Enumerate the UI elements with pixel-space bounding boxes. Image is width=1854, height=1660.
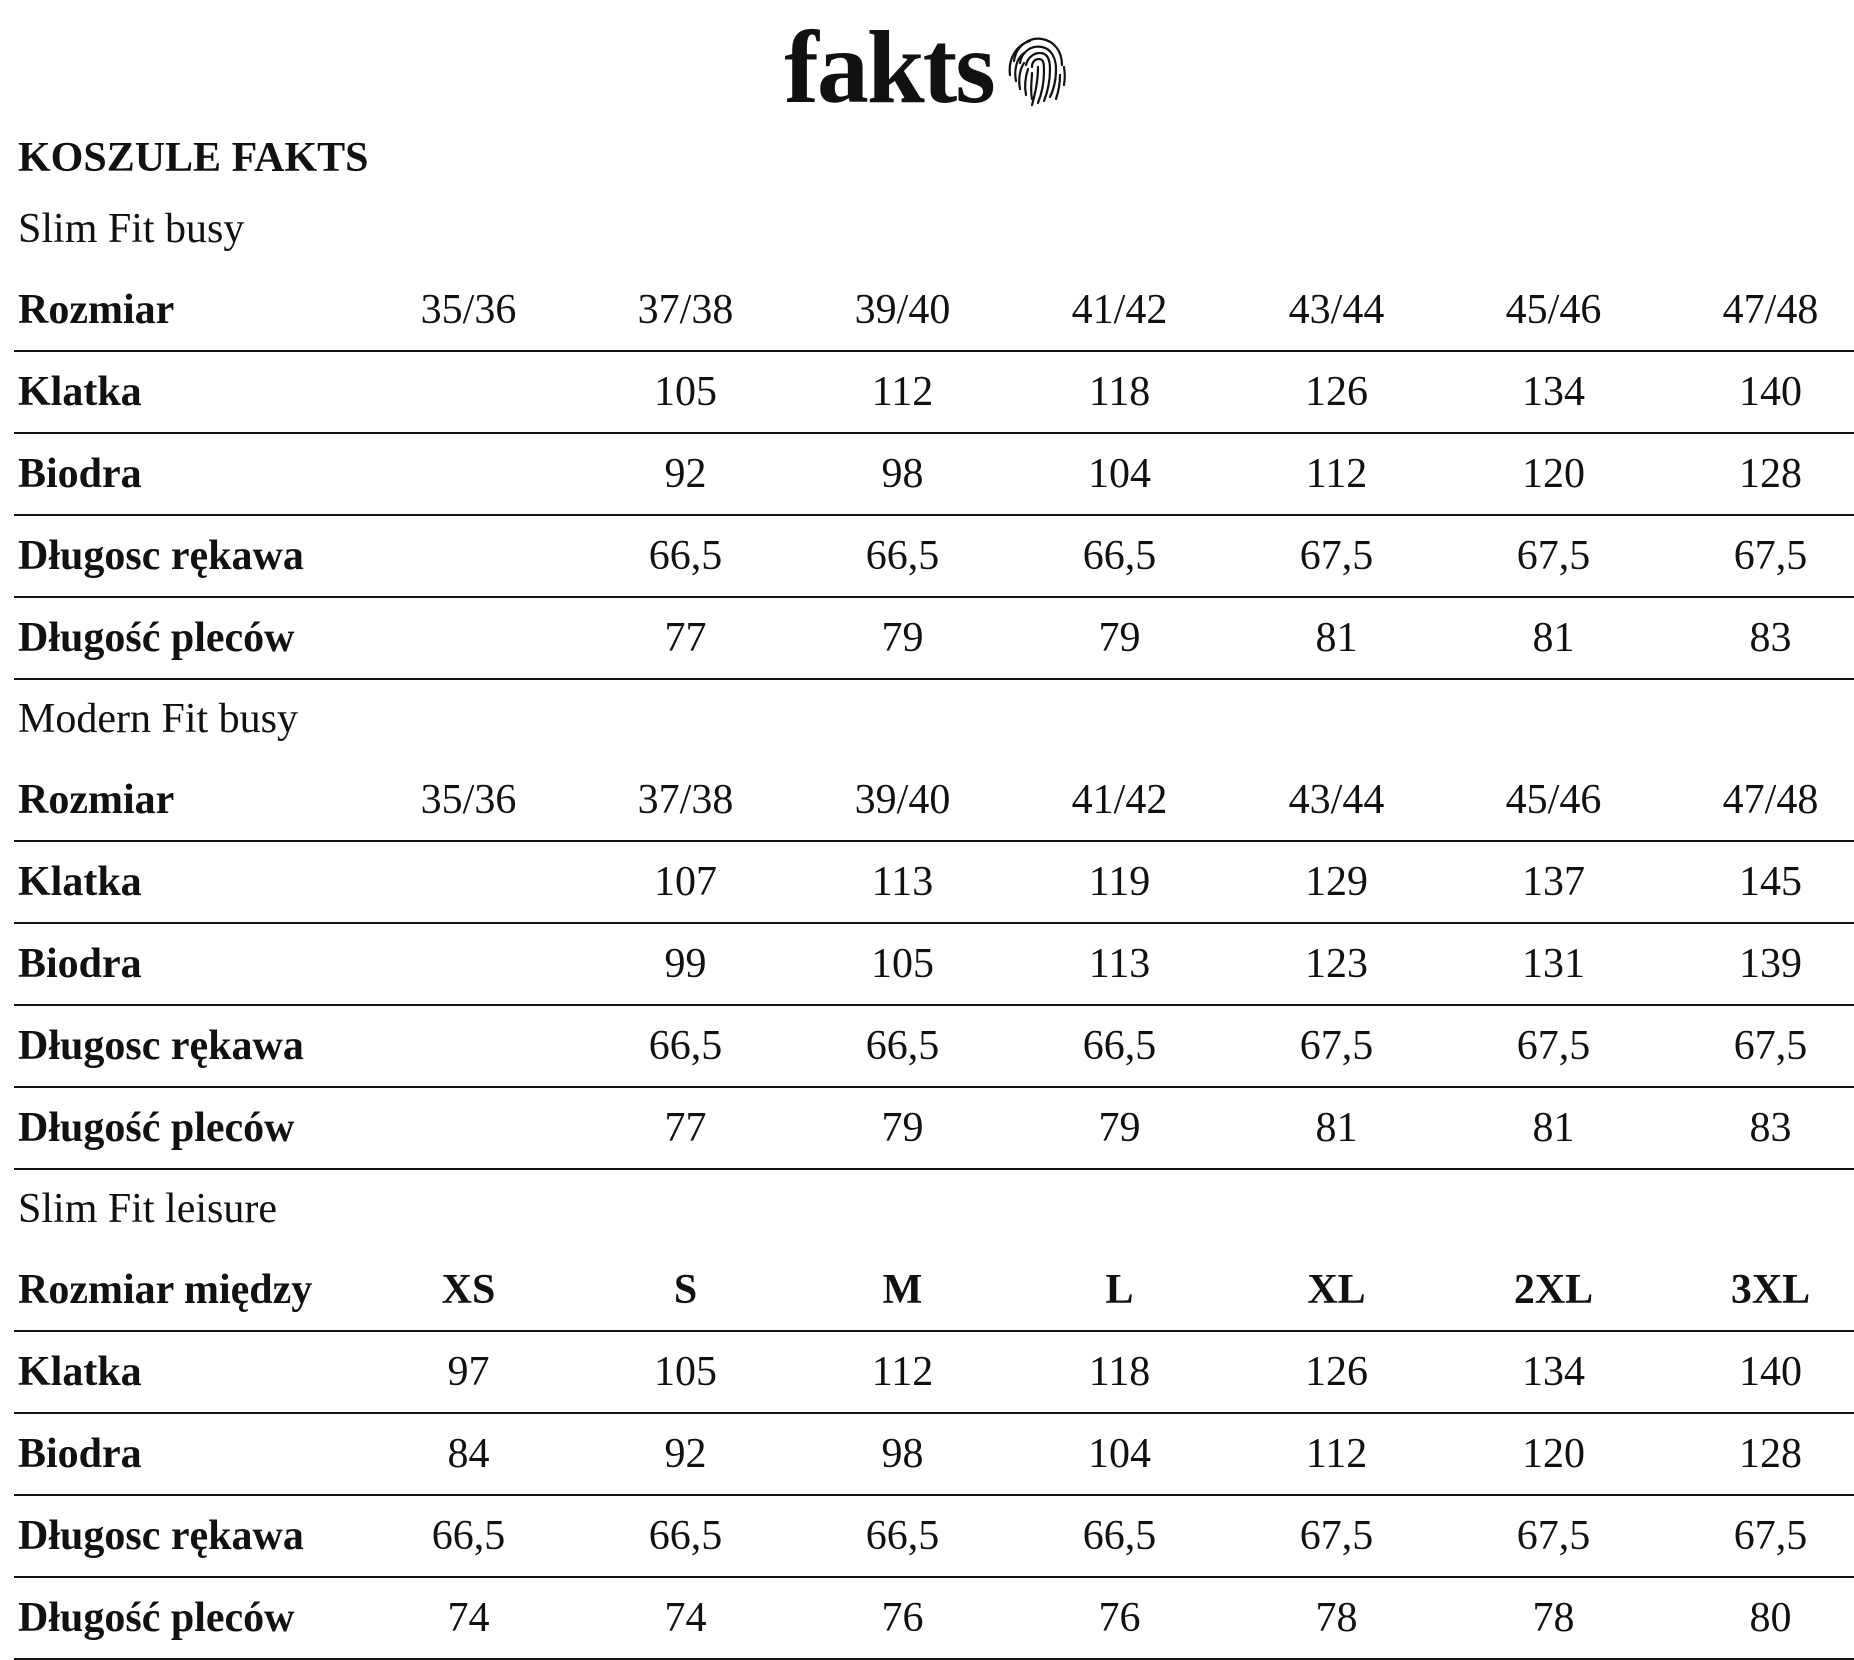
- table-header-row: [14, 1250, 1854, 1331]
- size-header-cell: 45/46: [1445, 760, 1662, 841]
- size-header-label: Rozmiar: [14, 760, 360, 841]
- table-cell: [360, 515, 577, 597]
- table-cell: 98: [794, 433, 1011, 515]
- size-header-cell: 37/38: [577, 760, 794, 841]
- table-cell: 66,5: [1011, 515, 1228, 597]
- table-row-dlugosc-rekawa: [14, 515, 1854, 597]
- table-row-klatka: [14, 351, 1854, 433]
- table-cell: 66,5: [794, 515, 1011, 597]
- table-header-row: [14, 760, 1854, 841]
- table-cell: 105: [577, 351, 794, 433]
- table-cell: [360, 597, 577, 679]
- table-row-biodra: [14, 433, 1854, 515]
- table-cell: 98: [794, 1413, 1011, 1495]
- table-cell: 99: [577, 923, 794, 1005]
- table-cell: 66,5: [360, 1495, 577, 1577]
- table-cell: 113: [1011, 923, 1228, 1005]
- table-cell: 104: [1011, 1413, 1228, 1495]
- table-cell: 67,5: [1662, 515, 1854, 597]
- size-header-label: Rozmiar: [14, 270, 360, 351]
- row-label: Klatka: [14, 351, 360, 433]
- table-cell: 139: [1662, 923, 1854, 1005]
- table-row-dlugosc-rekawa: [14, 1005, 1854, 1087]
- table-cell: 128: [1662, 1413, 1854, 1495]
- table-cell: 129: [1228, 841, 1445, 923]
- table-cell: 107: [577, 841, 794, 923]
- size-header-cell: 3XL: [1662, 1250, 1854, 1331]
- table-cell: 126: [1228, 351, 1445, 433]
- table-cell: 92: [577, 1413, 794, 1495]
- table-row-biodra: [14, 1413, 1854, 1495]
- size-header-cell: 41/42: [1011, 270, 1228, 351]
- table-cell: 66,5: [1011, 1495, 1228, 1577]
- size-table-slim-fit-busy: [14, 270, 1854, 680]
- table-row-klatka: [14, 1331, 1854, 1413]
- table-cell: 112: [1228, 433, 1445, 515]
- table-cell: 126: [1228, 1331, 1445, 1413]
- size-header-cell: 35/36: [360, 760, 577, 841]
- size-header-cell: 2XL: [1445, 1250, 1662, 1331]
- table-cell: 79: [794, 597, 1011, 679]
- size-header-cell: 39/40: [794, 760, 1011, 841]
- table-cell: 67,5: [1228, 1005, 1445, 1087]
- table-cell: 131: [1445, 923, 1662, 1005]
- table-cell: 81: [1445, 597, 1662, 679]
- brand-logo: [0, 10, 1854, 125]
- table-cell: 66,5: [577, 515, 794, 597]
- size-header-cell: L: [1011, 1250, 1228, 1331]
- table-cell: 79: [794, 1087, 1011, 1169]
- table-cell: 134: [1445, 351, 1662, 433]
- table-cell: 81: [1228, 597, 1445, 679]
- size-header-cell: 35/36: [360, 270, 577, 351]
- size-header-cell: M: [794, 1250, 1011, 1331]
- table-cell: 97: [360, 1331, 577, 1413]
- row-label: Długość pleców: [14, 1577, 360, 1659]
- size-table-slim-fit-leisure: [14, 1250, 1854, 1660]
- table-cell: 67,5: [1445, 1005, 1662, 1087]
- table-cell: 67,5: [1228, 1495, 1445, 1577]
- table-row-klatka: [14, 841, 1854, 923]
- table-cell: [360, 1087, 577, 1169]
- size-header-cell: 37/38: [577, 270, 794, 351]
- size-header-cell: 43/44: [1228, 270, 1445, 351]
- size-tables: [14, 190, 1842, 1660]
- table-cell: 104: [1011, 433, 1228, 515]
- table-cell: 81: [1445, 1087, 1662, 1169]
- table-cell: 81: [1228, 1087, 1445, 1169]
- table-cell: 83: [1662, 597, 1854, 679]
- table-row-dlugosc-plecow: [14, 597, 1854, 679]
- row-label: Klatka: [14, 841, 360, 923]
- table-cell: 140: [1662, 1331, 1854, 1413]
- table-cell: 134: [1445, 1331, 1662, 1413]
- table-cell: 128: [1662, 433, 1854, 515]
- size-header-cell: S: [577, 1250, 794, 1331]
- table-row-dlugosc-plecow: [14, 1577, 1854, 1659]
- table-cell: 145: [1662, 841, 1854, 923]
- table-cell: 66,5: [1011, 1005, 1228, 1087]
- section-title-modern-fit-busy: Modern Fit busy: [18, 696, 299, 742]
- size-header-cell: 45/46: [1445, 270, 1662, 351]
- table-cell: 77: [577, 1087, 794, 1169]
- table-cell: 66,5: [577, 1495, 794, 1577]
- table-cell: 120: [1445, 1413, 1662, 1495]
- table-cell: 76: [794, 1577, 1011, 1659]
- size-header-cell: 47/48: [1662, 760, 1854, 841]
- table-cell: 84: [360, 1413, 577, 1495]
- table-cell: 79: [1011, 1087, 1228, 1169]
- table-cell: 67,5: [1662, 1495, 1854, 1577]
- table-cell: [360, 841, 577, 923]
- table-cell: 92: [577, 433, 794, 515]
- row-label: Długosc rękawa: [14, 515, 360, 597]
- row-label: Długosc rękawa: [14, 1005, 360, 1087]
- table-cell: 66,5: [577, 1005, 794, 1087]
- table-cell: 105: [794, 923, 1011, 1005]
- table-cell: 76: [1011, 1577, 1228, 1659]
- row-label: Długosc rękawa: [14, 1495, 360, 1577]
- size-header-cell: XL: [1228, 1250, 1445, 1331]
- table-cell: 118: [1011, 351, 1228, 433]
- logo-text: fakts: [784, 10, 994, 125]
- table-cell: 77: [577, 597, 794, 679]
- row-label: Biodra: [14, 1413, 360, 1495]
- table-cell: 74: [577, 1577, 794, 1659]
- size-header-cell: XS: [360, 1250, 577, 1331]
- row-label: Klatka: [14, 1331, 360, 1413]
- table-cell: 137: [1445, 841, 1662, 923]
- size-header-cell: 39/40: [794, 270, 1011, 351]
- table-cell: 80: [1662, 1577, 1854, 1659]
- fingerprint-icon: [1004, 31, 1070, 111]
- document-title: KOSZULE FAKTS: [18, 135, 369, 181]
- table-cell: 118: [1011, 1331, 1228, 1413]
- table-cell: 140: [1662, 351, 1854, 433]
- table-cell: 119: [1011, 841, 1228, 923]
- table-cell: 123: [1228, 923, 1445, 1005]
- table-header-row: [14, 270, 1854, 351]
- table-cell: 79: [1011, 597, 1228, 679]
- row-label: Biodra: [14, 433, 360, 515]
- size-chart-document: [14, 126, 1842, 1660]
- table-row-dlugosc-plecow: [14, 1087, 1854, 1169]
- size-table-modern-fit-busy: [14, 760, 1854, 1170]
- row-label: Długość pleców: [14, 597, 360, 679]
- table-cell: 67,5: [1445, 515, 1662, 597]
- table-cell: 112: [1228, 1413, 1445, 1495]
- table-cell: [360, 923, 577, 1005]
- table-cell: 113: [794, 841, 1011, 923]
- size-header-label: Rozmiar między: [14, 1250, 360, 1331]
- row-label: Długość pleców: [14, 1087, 360, 1169]
- table-cell: 105: [577, 1331, 794, 1413]
- size-header-cell: 41/42: [1011, 760, 1228, 841]
- table-cell: [360, 433, 577, 515]
- table-cell: 67,5: [1445, 1495, 1662, 1577]
- table-cell: 74: [360, 1577, 577, 1659]
- table-row-dlugosc-rekawa: [14, 1495, 1854, 1577]
- table-cell: 66,5: [794, 1495, 1011, 1577]
- table-cell: 66,5: [794, 1005, 1011, 1087]
- table-cell: 112: [794, 1331, 1011, 1413]
- table-cell: 120: [1445, 433, 1662, 515]
- table-cell: 78: [1445, 1577, 1662, 1659]
- size-header-cell: 47/48: [1662, 270, 1854, 351]
- row-label: Biodra: [14, 923, 360, 1005]
- section-title-slim-fit-busy: Slim Fit busy: [18, 206, 245, 252]
- table-cell: 67,5: [1662, 1005, 1854, 1087]
- table-row-biodra: [14, 923, 1854, 1005]
- table-cell: 78: [1228, 1577, 1445, 1659]
- size-header-cell: 43/44: [1228, 760, 1445, 841]
- table-cell: 83: [1662, 1087, 1854, 1169]
- table-cell: [360, 1005, 577, 1087]
- table-cell: 112: [794, 351, 1011, 433]
- table-cell: [360, 351, 577, 433]
- section-title-slim-fit-leisure: Slim Fit leisure: [18, 1186, 278, 1232]
- table-cell: 67,5: [1228, 515, 1445, 597]
